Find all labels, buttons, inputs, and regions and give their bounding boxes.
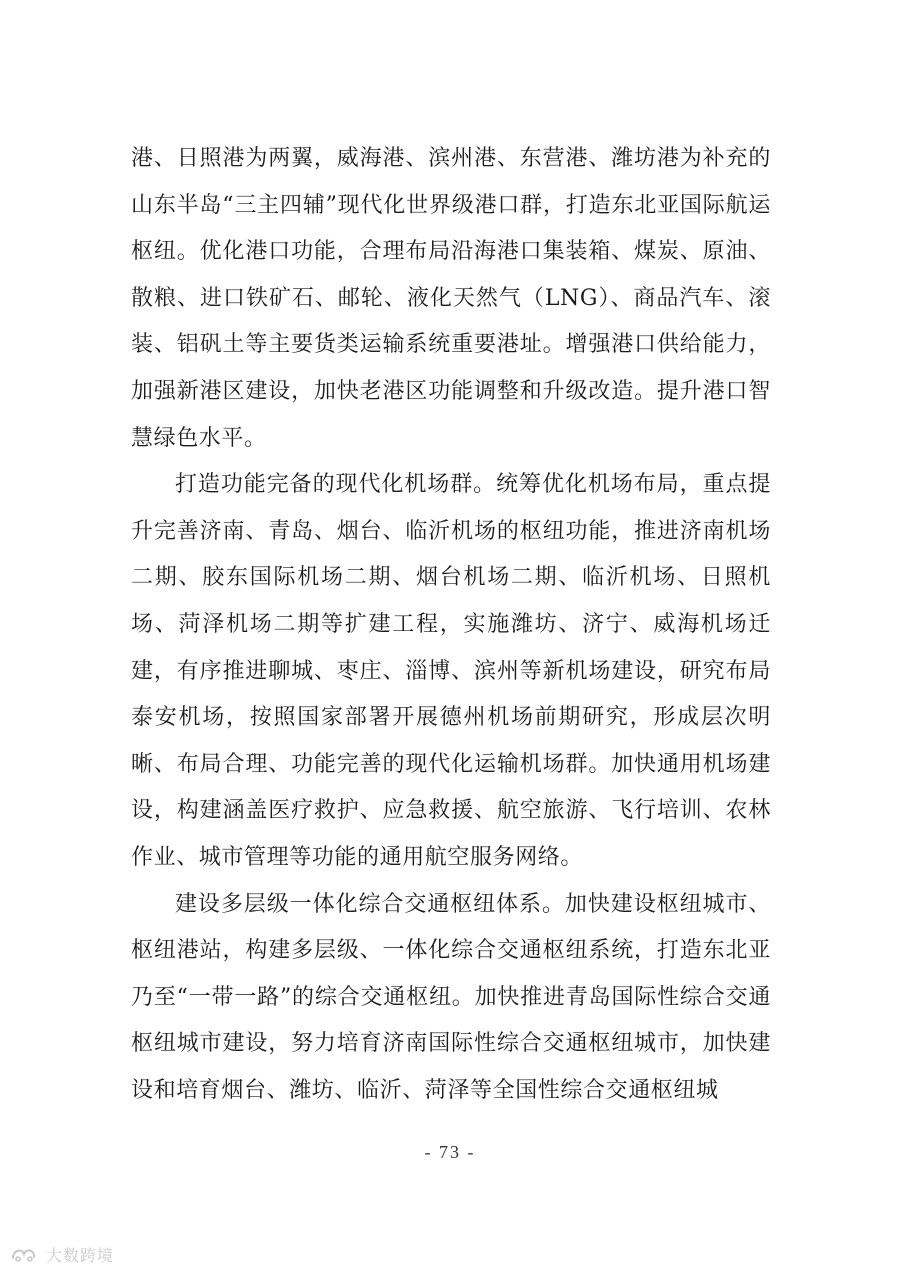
document-body xyxy=(131,136,771,1114)
paragraph-transport-hub: 建设多层级一体化综合交通枢纽体系。加快建设枢纽城市、枢纽港站，构建多层级、一体化综合交通枢纽系统，打造东北亚乃至“一带一路”的综合交通枢纽。加快推进青岛国际性综合交通枢纽城市建设，努力培育济南国际性综合交通枢纽城市，加快建设和培育烟台、潍坊、临沂、菏泽等全国性综合交通枢纽城 xyxy=(131,891,771,1103)
watermark-logo-icon xyxy=(10,1245,40,1263)
paragraph-airport-group: 打造功能完备的现代化机场群。统筹优化机场布局，重点提升完善济南、青岛、烟台、临沂机场的枢纽功能，推进济南机场二期、胶东国际机场二期、烟台机场二期、临沂机场、日照机场、菏泽机场二期等扩建工程，实施潍坊、济宁、威海机场迁建，有序推进聊城、枣庄、淄博、滨州等新机场建设，研究布局泰安机场，按照国家部署开展德州机场前期研究，形成层次明晰、布局合理、功能完善的现代化运输机场群。加快通用机场建设，构建涵盖医疗救护、应急救援、航空旅游、飞行培训、农林作业、城市管理等功能的通用航空服务网络。 xyxy=(131,472,771,870)
paragraph-port-group: 港、日照港为两翼，威海港、滨州港、东营港、潍坊港为补充的山东半岛“三主四辅”现代化世界级港口群，打造东北亚国际航运枢纽。优化港口功能，合理布局沿海港口集装箱、煤炭、原油、散粮、进口铁矿石、邮轮、液化天然气（LNG）、商品汽车、滚装、铝矾土等主要货类运输系统重要港址。增强港口供给能力，加强新港区建设，加快老港区功能调整和升级改造。提升港口智慧绿色水平。 xyxy=(131,146,771,451)
watermark xyxy=(10,1243,114,1265)
page-number: - 73 - xyxy=(424,1142,476,1162)
watermark-text: 大数跨境 xyxy=(46,1245,115,1265)
